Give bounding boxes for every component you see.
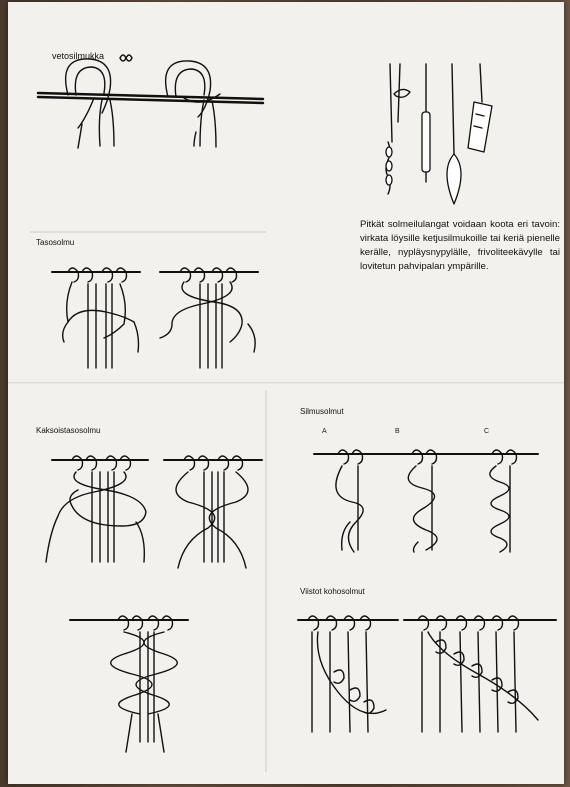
label-viistot-kohosolmut: Viistot kohosolmut (300, 587, 365, 596)
label-tasosolmu: Tasosolmu (36, 238, 75, 247)
viistot-kohosolmut-diagram (298, 616, 556, 732)
caption-c: C (484, 428, 490, 435)
label-silmusolmut: Silmusolmut (300, 407, 344, 416)
square-knot-chain-diagram (70, 616, 188, 752)
silmusolmut-diagram (314, 450, 538, 552)
instruction-sheet (8, 2, 564, 784)
label-kaksoistasosolmu: Kaksoistasosolmu (36, 426, 101, 435)
label-vetosilmukka: vetosilmukka (52, 51, 105, 61)
tools-illustration (386, 64, 492, 204)
tasosolmu-diagram (52, 268, 258, 368)
small-loop-icon (120, 55, 132, 61)
kaksoistasosolmu-diagram (46, 456, 262, 568)
instruction-paragraph: Pitkät solmeilulangat voidaan koota eri tavoin: virkata löysille ketjusilmukoille tai keriä pienelle kerälle, nypläysnypylälle, frivoliteekävylle tai lovitetun pahvipalan ympärille. (360, 219, 560, 272)
vetosilmukka-diagram (38, 59, 263, 148)
caption-b: B (395, 428, 400, 435)
caption-a: A (322, 428, 327, 435)
knot-illustrations (8, 2, 564, 784)
